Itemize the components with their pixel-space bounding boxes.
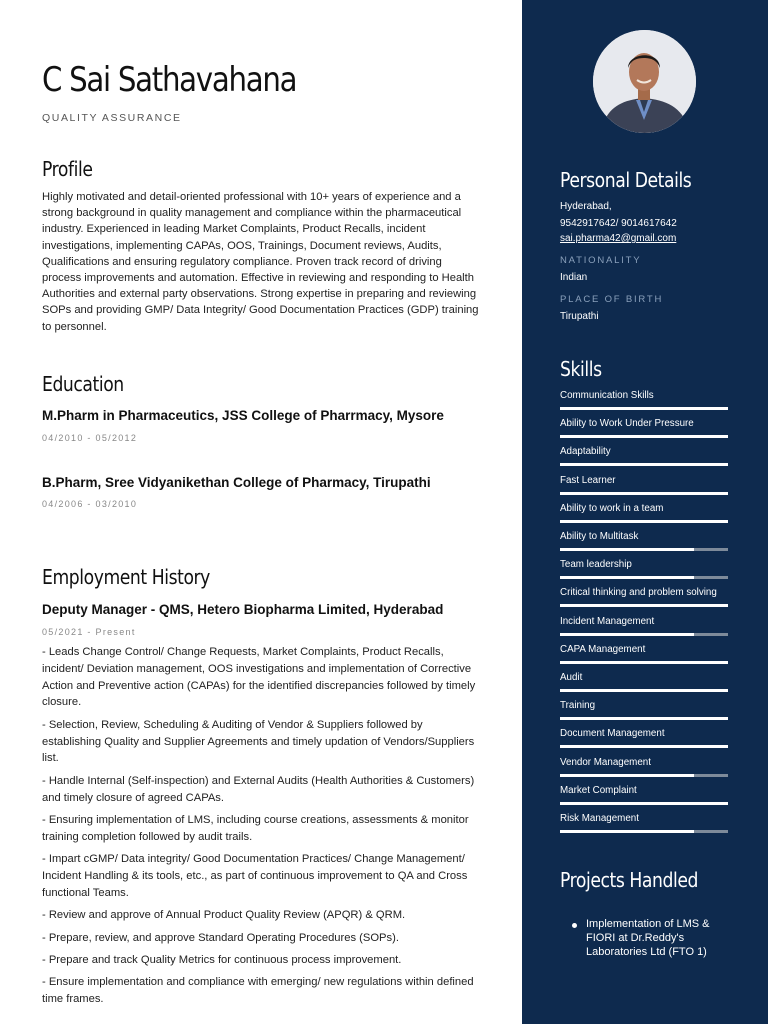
skill-level-fill bbox=[560, 576, 694, 579]
birth-place-label: PLACE OF BIRTH bbox=[560, 294, 664, 305]
education-heading: Education bbox=[42, 372, 124, 396]
job-bullet: - Prepare, review, and approve Standard Operating Procedures (SOPs). bbox=[42, 931, 399, 944]
skill-item bbox=[560, 503, 728, 514]
skill-item bbox=[560, 813, 728, 824]
nationality-value: Indian bbox=[560, 272, 588, 283]
education-item-title: B.Pharm, Sree Vidyanikethan College of Pharmacy, Tirupathi bbox=[42, 475, 431, 490]
job-bullet: - Selection, Review, Scheduling & Auditing of Vendor & Suppliers followed by establishing Quality and Supplier Agreements and timely updation of Vendors/Suppliers list. bbox=[42, 718, 475, 765]
skill-level-fill bbox=[560, 548, 694, 551]
skill-level-bar bbox=[560, 774, 728, 777]
job-bullets bbox=[42, 644, 484, 1013]
skill-level-bar bbox=[560, 802, 728, 805]
skill-item bbox=[560, 531, 728, 542]
skill-level-bar bbox=[560, 633, 728, 636]
job-title: Deputy Manager - QMS, Hetero Biopharma Limited, Hyderabad bbox=[42, 602, 444, 617]
skill-item bbox=[560, 785, 728, 796]
skill-name: CAPA Management bbox=[560, 643, 646, 655]
skill-item bbox=[560, 757, 728, 768]
skill-item bbox=[560, 475, 728, 486]
skill-level-fill bbox=[560, 492, 728, 495]
skill-name: Critical thinking and problem solving bbox=[560, 587, 717, 599]
skill-level-fill bbox=[560, 604, 728, 607]
skill-level-fill bbox=[560, 802, 728, 805]
skill-level-fill bbox=[560, 633, 694, 636]
skill-level-fill bbox=[560, 689, 728, 692]
skill-item bbox=[560, 700, 728, 711]
job-bullet: - Review and approve of Annual Product Quality Review (APQR) & QRM. bbox=[42, 909, 406, 922]
skill-item bbox=[560, 644, 728, 655]
skill-level-bar bbox=[560, 689, 728, 692]
skill-level-bar bbox=[560, 717, 728, 720]
job-bullet: - Handle Internal (Self-inspection) and External Audits (Health Authorities & Customers) and timely closure of agreed CAPAs. bbox=[42, 774, 475, 804]
skill-name: Risk Management bbox=[560, 813, 639, 824]
skill-level-fill bbox=[560, 435, 728, 438]
profile-photo bbox=[593, 30, 696, 133]
skill-level-bar bbox=[560, 830, 728, 833]
email-link[interactable]: sai.pharma42@gmail.com bbox=[560, 233, 677, 244]
skill-level-fill bbox=[560, 407, 728, 410]
skill-name: Adaptability bbox=[560, 446, 611, 458]
skill-name: Audit bbox=[560, 672, 583, 683]
skill-level-bar bbox=[560, 407, 728, 410]
education-item-title: M.Pharm in Pharmaceutics, JSS College of Pharrmacy, Mysore bbox=[42, 408, 444, 423]
job-bullet: - Leads Change Control/ Change Requests, Market Complaints, Product Recalls, incident/ Deviation management, OOS investigations and implementation of Corrective Action and Preventive action (CAPAs) for the identified discrepancies followed by timely closure. bbox=[42, 646, 476, 709]
skills-heading: Skills bbox=[560, 357, 602, 381]
candidate-name: C Sai Sathavahana bbox=[42, 60, 297, 100]
skill-name: Vendor Management bbox=[560, 756, 651, 768]
skill-item bbox=[560, 587, 728, 598]
skill-item bbox=[560, 390, 728, 401]
skill-level-bar bbox=[560, 492, 728, 495]
job-bullet: - Ensuring implementation of LMS, including course creations, assessments & monitor training completion followed by audit trails. bbox=[42, 813, 469, 843]
skill-level-bar bbox=[560, 463, 728, 466]
skill-name: Team leadership bbox=[560, 559, 632, 571]
address: Hyderabad, bbox=[560, 201, 612, 212]
skill-item bbox=[560, 418, 728, 429]
skill-level-fill bbox=[560, 463, 728, 466]
skill-level-bar bbox=[560, 661, 728, 664]
job-bullet: - Impart cGMP/ Data integrity/ Good Documentation Practices/ Change Management/ Incident Handling & its tools, etc., as part of continuous improvement to QA and Cross functional Teams. bbox=[42, 853, 468, 899]
skill-name: Ability to Work Under Pressure bbox=[560, 418, 694, 430]
skill-name: Ability to work in a team bbox=[560, 502, 664, 514]
job-bullet: - Prepare and track Quality Metrics for continuous process improvement. bbox=[42, 953, 402, 966]
birth-place-value: Tirupathi bbox=[560, 311, 599, 322]
skill-name: Fast Learner bbox=[560, 474, 616, 486]
skill-level-bar bbox=[560, 576, 728, 579]
skill-name: Communication Skills bbox=[560, 390, 654, 401]
personal-details-heading: Personal Details bbox=[560, 168, 692, 192]
skill-item bbox=[560, 728, 728, 739]
employment-heading: Employment History bbox=[42, 565, 210, 589]
skill-level-bar bbox=[560, 548, 728, 551]
skill-name: Training bbox=[560, 700, 596, 712]
project-item: Implementation of LMS & FIORI at Dr.Reddy's Laboratories Ltd (FTO 1) bbox=[586, 918, 710, 958]
skill-item bbox=[560, 446, 728, 457]
skill-name: Document Management bbox=[560, 728, 665, 740]
skill-item bbox=[560, 616, 728, 627]
skill-name: Incident Management bbox=[560, 615, 655, 627]
education-item-dates: 04/2010 - 05/2012 bbox=[42, 433, 138, 443]
job-bullet: - Ensure implementation and compliance with emerging/ new regulations within defined time frames. bbox=[42, 976, 474, 1006]
skill-item bbox=[560, 559, 728, 570]
profile-text: Highly motivated and detail-oriented professional with 10+ years of experience and a strong background in quality management and compliance within the pharmaceutical industry. Experienced in leading Market Complaints, Product Recalls, incident investigations, implementing CAPAs, OOS, Trainings, Document reviews, Audits, Qualifications and ensuring regulatory compliance. Proven track record of driving process improvements and automation. Effective in reviewing and responding to Health Authorities and external party observations. Strong expertise in preparing and reviewing SOPs and providing GMP/ Data Integrity/ Good Documentation Practices (GDP) training to personnel. bbox=[42, 191, 479, 333]
education-item-dates: 04/2006 - 03/2010 bbox=[42, 499, 138, 509]
profile-heading: Profile bbox=[42, 157, 93, 181]
skill-level-fill bbox=[560, 520, 728, 523]
person-photo-icon bbox=[593, 30, 696, 133]
phone: 9542917642/ 9014617642 bbox=[560, 218, 677, 229]
skill-level-fill bbox=[560, 661, 728, 664]
skill-level-bar bbox=[560, 435, 728, 438]
skill-level-bar bbox=[560, 745, 728, 748]
skill-level-fill bbox=[560, 830, 694, 833]
skill-name: Ability to Multitask bbox=[560, 531, 639, 542]
skill-level-bar bbox=[560, 520, 728, 523]
projects-heading: Projects Handled bbox=[560, 868, 698, 892]
skill-level-fill bbox=[560, 745, 728, 748]
bullet-dot-icon bbox=[572, 923, 577, 928]
skill-level-fill bbox=[560, 717, 728, 720]
job-dates: 05/2021 - Present bbox=[42, 627, 136, 637]
skill-item bbox=[560, 672, 728, 683]
skill-level-bar bbox=[560, 604, 728, 607]
skill-name: Market Complaint bbox=[560, 784, 637, 796]
nationality-label: NATIONALITY bbox=[560, 255, 642, 266]
candidate-role: QUALITY ASSURANCE bbox=[42, 112, 182, 124]
skill-level-fill bbox=[560, 774, 694, 777]
